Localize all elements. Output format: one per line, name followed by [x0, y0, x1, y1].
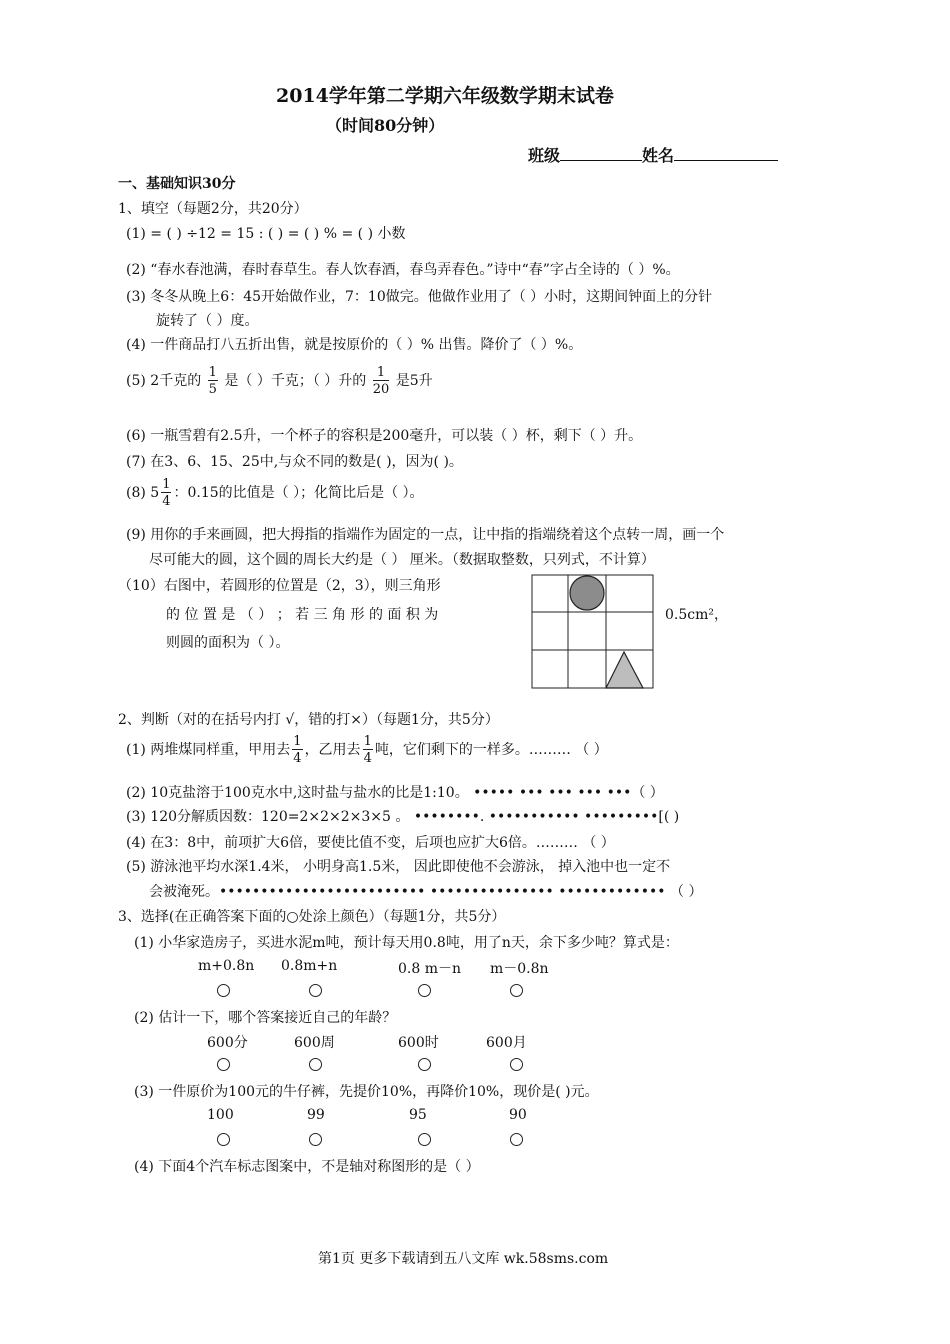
section1-heading: 一、基础知识30分 — [118, 176, 236, 192]
choice-q1-radio-b[interactable] — [309, 984, 322, 997]
class-label: 班级 — [528, 146, 561, 165]
fill-q5-part1: (5) 2千克的 — [126, 373, 202, 389]
judge-q5-line1: (5) 游泳池平均水深1.4米， 小明身高1.5米， 因此即使他不会游泳， 掉入池中也一定不 — [126, 859, 671, 875]
choice-q2-option-a: 600分 — [207, 1035, 248, 1051]
fill-q4: (4) 一件商品打八五折出售，就是按原价的（ ）% 出售。降价了（ ）%。 — [126, 337, 583, 353]
choice-heading: 3、选择(在正确答案下面的○处涂上颜色）（每题1分，共5分） — [118, 909, 506, 925]
choice-q1-radio-d[interactable] — [510, 984, 523, 997]
choice-q1-option-d: m－0.8n — [490, 961, 549, 977]
choice-q2-text: (2) 估计一下，哪个答案接近自己的年龄？ — [134, 1010, 397, 1026]
fraction-denominator: 20 — [372, 382, 390, 397]
judge-heading: 2、判断（对的在括号内打 √，错的打×）（每题1分，共5分） — [118, 712, 499, 728]
fraction-numerator: 1 — [363, 734, 372, 749]
fill-q9-line2: 尽可能大的圆，这个圆的周长大约是（ ） 厘米。（数据取整数，只列式，不计算） — [149, 552, 655, 568]
fraction-one-quarter-b — [363, 735, 373, 765]
fraction-numerator: 1 — [293, 734, 302, 749]
choice-q1-option-a: m+0.8n — [198, 958, 255, 974]
fraction-denominator: 5 — [208, 382, 217, 397]
name-blank — [674, 146, 778, 161]
fraction-denominator: 4 — [363, 751, 372, 766]
fill-q10-line1: （10）右图中，若圆形的位置是（2，3），则三角形 — [118, 578, 441, 594]
fraction-one-fifth — [208, 366, 218, 396]
fill-heading: 1、填空（每题2分，共20分） — [118, 201, 308, 217]
fraction-numerator: 1 — [373, 366, 390, 381]
triangle-shape — [606, 652, 643, 688]
fill-q7: (7) 在3、6、15、25中,与众不同的数是( )，因为( )。 — [126, 454, 463, 470]
choice-q2-option-b: 600周 — [294, 1035, 335, 1051]
choice-q3-radio-b[interactable] — [309, 1133, 322, 1146]
choice-q1-option-c: 0.8 m－n — [398, 961, 462, 977]
page-subtitle: （时间80分钟） — [326, 116, 445, 135]
choice-q3-option-d: 90 — [509, 1107, 527, 1123]
fill-q8-part1: (8) 5 — [126, 485, 160, 501]
choice-q1-text: (1) 小华家造房子，买进水泥m吨，预计每天用0.8吨，用了n天，余下多少吨？算式是： — [134, 935, 679, 951]
choice-q2-radio-c[interactable] — [418, 1058, 431, 1071]
fill-q10-line3: 则圆的面积为（ ）。 — [166, 635, 290, 651]
judge-q4: (4) 在3：8中，前项扩大6倍，要使比值不变，后项也应扩大6倍。……… （ ） — [126, 835, 615, 851]
judge-q2: (2) 10克盐溶于100克水中,这时盐与盐水的比是1:10。 ••••• ••• ••• ••• •••（ ） — [126, 785, 664, 801]
fill-q1: (1) = ( ) ÷12 = 15 : ( ) = ( ) % = ( ) 小数 — [126, 226, 406, 242]
judge-q1 — [126, 735, 608, 765]
judge-q3: (3) 120分解质因数：120=2×2×2×3×5 。 ••••••••. ••••••••••• •••••••••[( ) — [126, 809, 680, 825]
choice-q1-radio-a[interactable] — [217, 984, 230, 997]
fill-q3-line2: 旋转了（ ）度。 — [156, 313, 259, 329]
choice-q3-option-c: 95 — [409, 1107, 427, 1123]
name-label: 姓名 — [642, 146, 675, 165]
choice-q1-option-b: 0.8m+n — [281, 958, 338, 974]
fraction-denominator: 4 — [293, 751, 302, 766]
fill-q8-part2: ：0.15的比值是（ ）；化简比后是（ ）。 — [173, 485, 424, 501]
fraction-one-quarter-a — [292, 735, 302, 765]
choice-q1-radio-c[interactable] — [418, 984, 431, 997]
choice-q3-text: (3) 一件原价为100元的牛仔裤，先提价10%，再降价10%，现价是( )元。 — [134, 1084, 599, 1100]
choice-q2-radio-a[interactable] — [217, 1058, 230, 1071]
fill-q10-line2: 的 位 置 是 （ ） ； 若 三 角 形 的 面 积 为 — [166, 607, 439, 623]
class-blank — [560, 146, 642, 161]
judge-q1-part1: (1) 两堆煤同样重，甲用去 — [126, 742, 291, 758]
fill-q6: (6) 一瓶雪碧有2.5升，一个杯子的容积是200毫升，可以装（ ）杯，剩下（ ）升。 — [126, 428, 643, 444]
choice-q2-option-d: 600月 — [486, 1035, 527, 1051]
choice-q3-radio-d[interactable] — [510, 1133, 523, 1146]
fraction-denominator: 4 — [162, 494, 171, 509]
fraction-one-twentieth — [373, 366, 390, 396]
fraction-numerator: 1 — [162, 477, 171, 492]
fill-q9-line1: (9) 用你的手来画圆，把大拇指的指端作为固定的一点，让中指的指端绕着这个点转一周，画一个 — [126, 527, 725, 543]
choice-q4-text: (4) 下面4个汽车标志图案中，不是轴对称图形的是（ ） — [134, 1159, 480, 1175]
page-title: 2014学年第二学期六年级数学期末试卷 — [276, 85, 614, 107]
fill-q5-part2: 是（ ）千克；（ ）升的 — [224, 373, 367, 389]
circle-shape — [570, 576, 604, 610]
choice-q3-radio-c[interactable] — [418, 1133, 431, 1146]
fill-q5 — [126, 366, 433, 396]
choice-q3-option-b: 99 — [307, 1107, 325, 1123]
page-footer: 第1页 更多下载请到五八文库 wk.58sms.com — [318, 1251, 609, 1267]
fraction-numerator: 1 — [208, 365, 217, 380]
choice-q3-option-a: 100 — [207, 1107, 234, 1123]
choice-q2-radio-d[interactable] — [510, 1058, 523, 1071]
fill-q8 — [126, 478, 424, 508]
fill-q2: (2) “春水春池满，春时春草生。春人饮春酒，春鸟弄春色。”诗中“春”字占全诗的（ ）%。 — [126, 262, 680, 278]
fill-q3-line1: (3) 冬冬从晚上6：45开始做作业，7：10做完。他做作业用了（ ）小时，这期间钟面上的分针 — [126, 289, 713, 305]
choice-q3-radio-a[interactable] — [217, 1133, 230, 1146]
choice-q2-option-c: 600时 — [398, 1035, 439, 1051]
fill-q5-part3: 是5升 — [395, 373, 433, 389]
grid-figure — [531, 574, 655, 690]
judge-q1-part2: ，乙用去 — [304, 742, 361, 758]
fill-q10-area: 0.5cm²， — [665, 607, 728, 623]
class-name-line — [528, 143, 778, 166]
judge-q1-part3: 吨，它们剩下的一样多。……… （ ） — [374, 742, 608, 758]
judge-q5-line2: 会被淹死。••••••••••••••••••••••••• ••••••••••••••• ••••••••••••• （ ） — [149, 884, 703, 900]
fraction-one-quarter — [161, 478, 171, 508]
choice-q2-radio-b[interactable] — [309, 1058, 322, 1071]
